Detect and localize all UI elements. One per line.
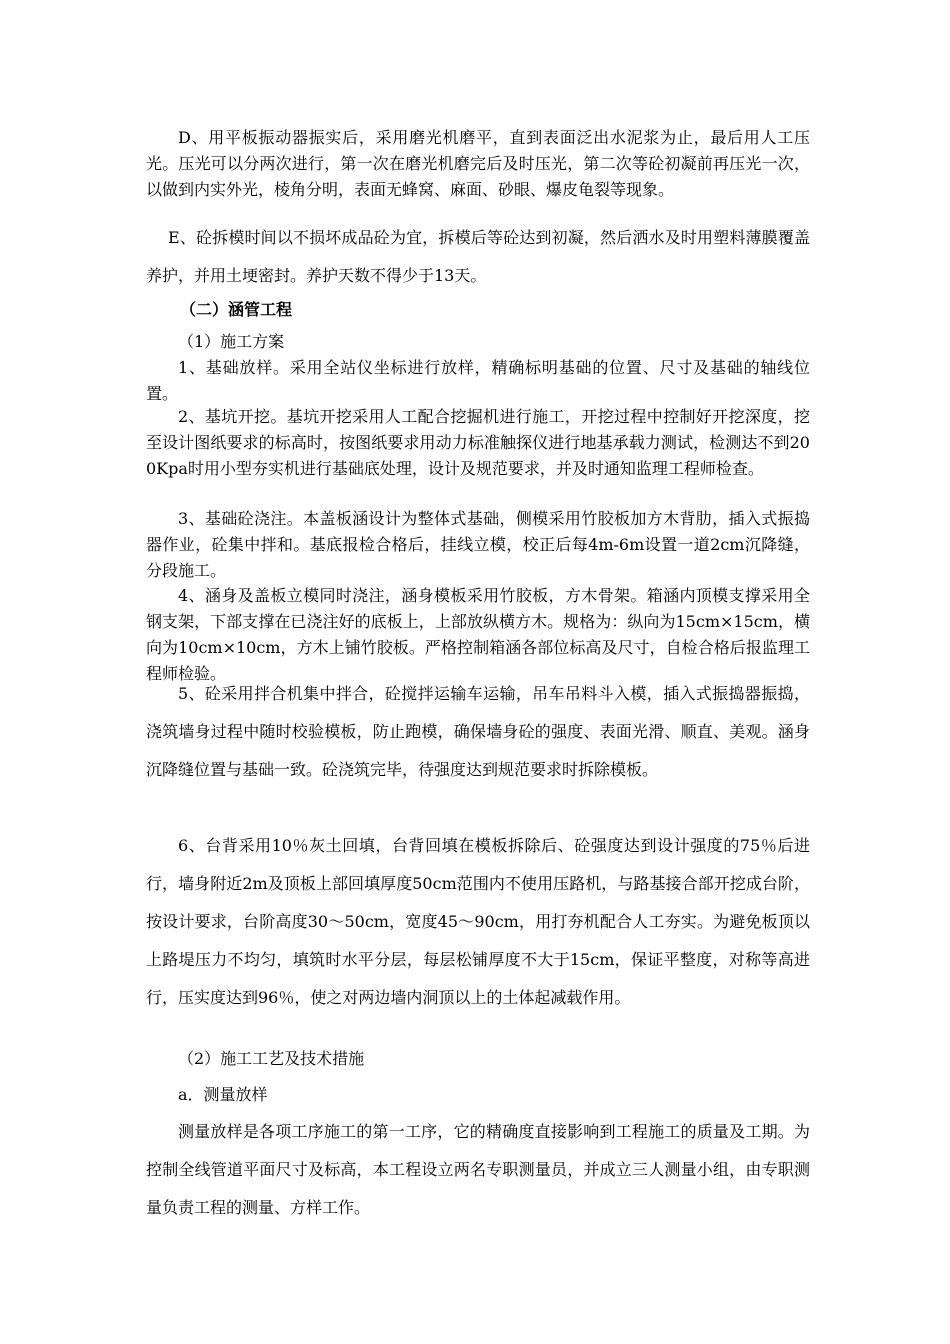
item-1: 1、基础放样。采用全站仪坐标进行放样，精确标明基础的位置、尺寸及基础的轴线位置。 bbox=[146, 358, 810, 403]
section-heading: （二）涵管工程 bbox=[180, 300, 293, 319]
subsection-construction-plan: （1）施工方案 bbox=[178, 332, 285, 351]
paragraph-d: D、用平板振动器振实后，采用磨光机磨平，直到表面泛出水泥浆为止，最后用人工压光。压光可以分两次进行，第一次在磨光机磨完后及时压光，第二次等砼初凝前再压光一次，以做到内实外光，棱角分明，表面无蜂窝、麻面、砂眼、爆皮龟裂等现象。 bbox=[146, 128, 810, 199]
item-4: 4、涵身及盖板立模同时浇注，涵身模板采用竹胶板，方木骨架。箱涵内顶模支撑采用全钢支架，下部支撑在已浇注好的底板上，上部放纵横方木。规格为：纵向为15cm×15cm，横向为10cm×10cm，方木上铺竹胶板。严格控制箱涵各部位标高及尺寸，自检合格后报监理工程师检验。 bbox=[146, 586, 810, 683]
subsection-survey: a．测量放样 bbox=[178, 1085, 268, 1104]
item-5: 5、砼采用拌合机集中拌合，砼搅拌运输车运输，吊车吊料斗入模，插入式振捣器振捣，浇筑墙身过程中随时校验模板，防止跑模，确保墙身砼的强度、表面光滑、顺直、美观。涵身沉降缝位置与基础一致。砼浇筑完毕，待强度达到规范要求时拆除模板。 bbox=[146, 684, 810, 779]
item-2: 2、基坑开挖。基坑开挖采用人工配合挖掘机进行施工，开挖过程中控制好开挖深度，挖至设计图纸要求的标高时，按图纸要求用动力标准触探仪进行地基承载力测试，检测达不到200Kpa时用小型夯实机进行基础底处理，设计及规范要求，并及时通知监理工程师检查。 bbox=[146, 407, 810, 478]
paragraph-e: E、砼拆模时间以不损坏成品砼为宜，拆模后等砼达到初凝，然后洒水及时用塑料薄膜覆盖养护，并用土埂密封。养护天数不得少于13天。 bbox=[146, 228, 810, 285]
item-3: 3、基础砼浇注。本盖板涵设计为整体式基础，侧模采用竹胶板加方木背肋，插入式振捣器作业，砼集中拌和。基底报检合格后，挂线立模，校正后每4m-6m设置一道2cm沉降缝，分段施工。 bbox=[146, 509, 810, 580]
subsection-process: （2）施工工艺及技术措施 bbox=[178, 1049, 365, 1068]
paragraph-survey: 测量放样是各项工序施工的第一工序，它的精确度直接影响到工程施工的质量及工期。为控制全线管道平面尺寸及标高，本工程设立两名专职测量员，并成立三人测量小组，由专职测量负责工程的测量、方样工作。 bbox=[146, 1122, 810, 1217]
item-6: 6、台背采用10％灰土回填，台背回填在模板拆除后、砼强度达到设计强度的75％后进行，墙身附近2m及顶板上部回填厚度50cm范围内不使用压路机，与路基接合部开挖成台阶，按设计要求，台阶高度30～50cm，宽度45～90cm，用打夯机配合人工夯实。为避免板顶以上路堤压力不均匀，填筑时水平分层，每层松铺厚度不大于15cm，保证平整度，对称等高进行，压实度达到96％，使之对两边墙内洞顶以上的土体起减载作用。 bbox=[146, 836, 810, 1007]
